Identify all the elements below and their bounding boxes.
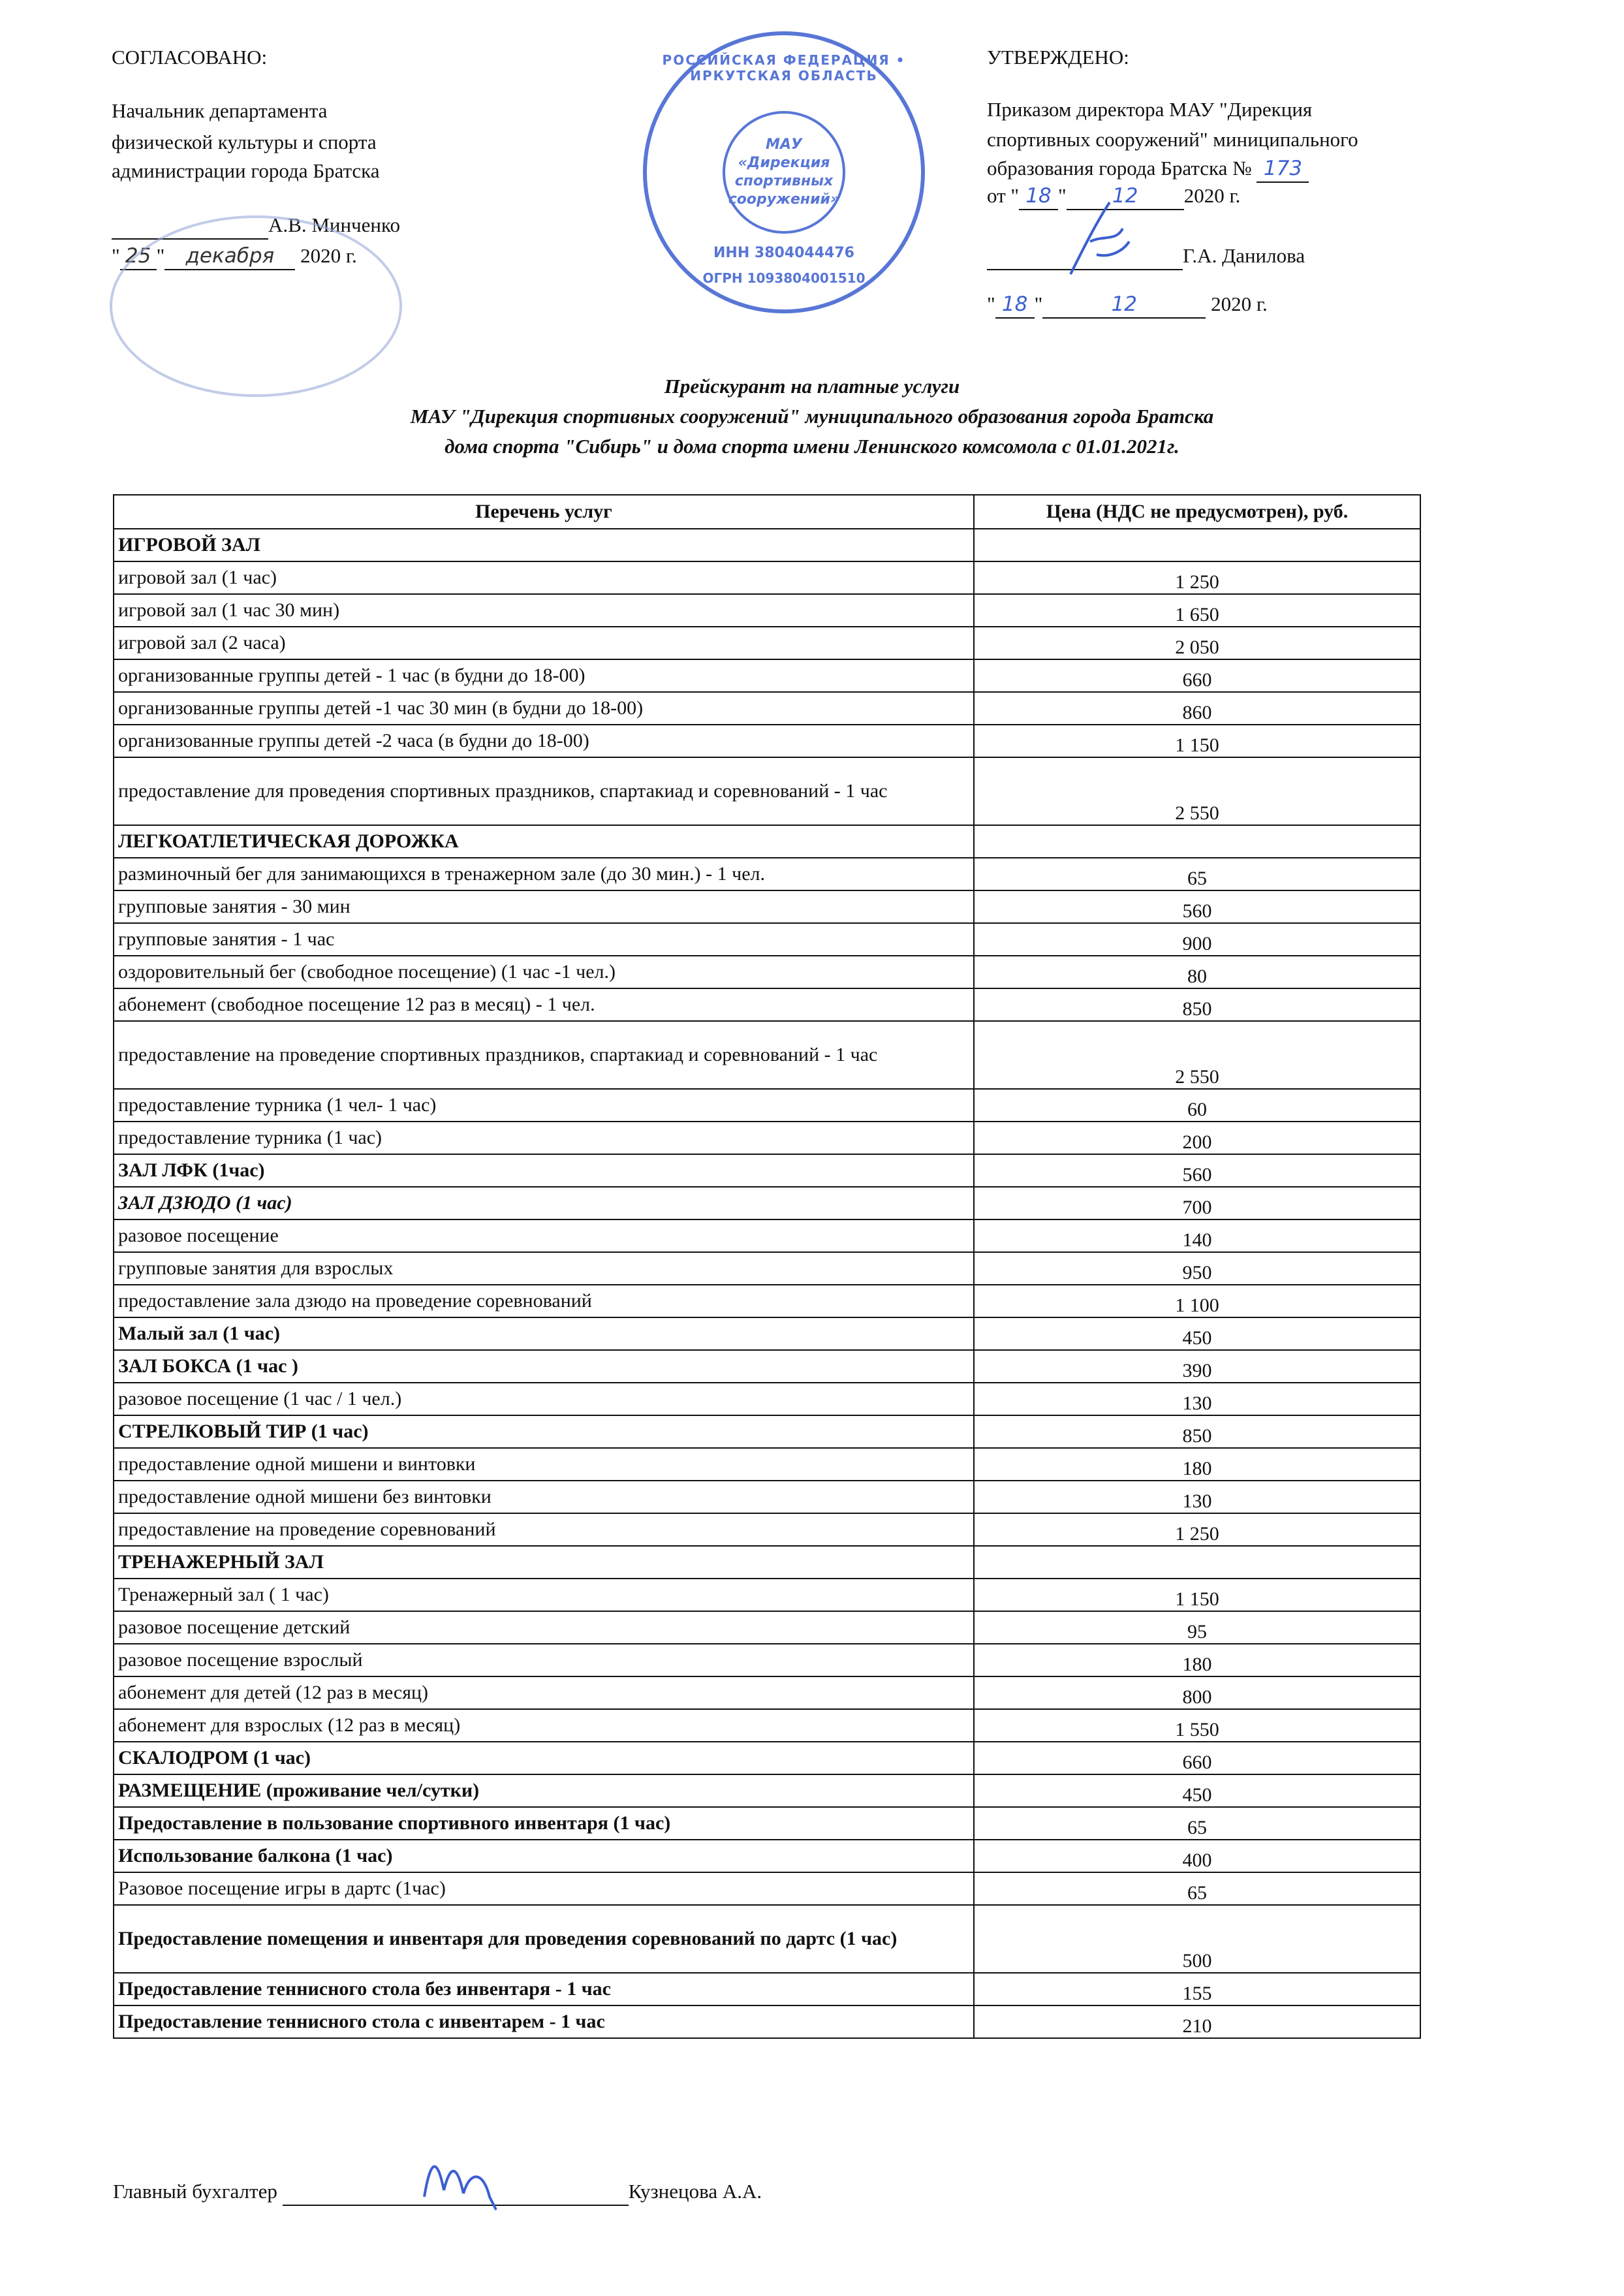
agreed-heading: СОГЛАСОВАНО: — [112, 46, 268, 69]
service-price: 65 — [974, 1872, 1420, 1905]
service-name: ЗАЛ ЛФК (1час) — [114, 1154, 974, 1187]
service-price: 180 — [974, 1644, 1420, 1676]
service-name: абонемент для детей (12 раз в месяц) — [114, 1676, 974, 1709]
service-name: предоставление зала дзюдо на проведение соревнований — [114, 1285, 974, 1317]
service-name: предоставление одной мишени без винтовки — [114, 1481, 974, 1513]
stamp-center-text: МАУ «Дирекция спортивных сооружений» — [728, 136, 840, 208]
service-price — [974, 825, 1420, 858]
service-name: разовое посещение детский — [114, 1611, 974, 1644]
table-row — [114, 1317, 1420, 1350]
service-name: Использование балкона (1 час) — [114, 1840, 974, 1872]
service-name: Тренажерный зал ( 1 час) — [114, 1579, 974, 1611]
table-row — [114, 561, 1420, 594]
agreed-date: " 25 " декабря 2020 г. — [112, 243, 357, 270]
service-name: игровой зал (1 час 30 мин) — [114, 594, 974, 627]
service-price: 560 — [974, 890, 1420, 923]
service-price: 560 — [974, 1154, 1420, 1187]
approved-line-3: образования города Братска № 173 — [987, 155, 1309, 183]
price-table — [113, 494, 1421, 2039]
table-row — [114, 1448, 1420, 1481]
table-row — [114, 1481, 1420, 1513]
price-table-body — [114, 529, 1420, 2038]
service-price: 65 — [974, 858, 1420, 890]
service-name: ИГРОВОЙ ЗАЛ — [114, 529, 974, 561]
table-row — [114, 659, 1420, 692]
service-price: 500 — [974, 1905, 1420, 1973]
service-name: Малый зал (1 час) — [114, 1317, 974, 1350]
service-price: 200 — [974, 1122, 1420, 1154]
table-row — [114, 594, 1420, 627]
service-name: оздоровительный бег (свободное посещение) (1 час -1 чел.) — [114, 956, 974, 988]
service-name: разовое посещение — [114, 1219, 974, 1252]
service-price: 180 — [974, 1448, 1420, 1481]
table-row — [114, 1122, 1420, 1154]
accountant-signature — [418, 2145, 509, 2216]
table-row — [114, 1579, 1420, 1611]
service-name: разовое посещение взрослый — [114, 1644, 974, 1676]
service-price: 2 550 — [974, 1021, 1420, 1089]
approved-heading: УТВЕРЖДЕНО: — [987, 46, 1129, 69]
service-name: групповые занятия для взрослых — [114, 1252, 974, 1285]
service-price — [974, 529, 1420, 561]
service-name: Предоставление теннисного стола без инвентаря - 1 час — [114, 1973, 974, 2005]
table-row — [114, 1774, 1420, 1807]
agreed-signer: А.В. Минченко — [268, 213, 400, 236]
service-price: 860 — [974, 692, 1420, 725]
service-price: 850 — [974, 1415, 1420, 1448]
approved-date2-month: 12 — [1042, 291, 1206, 319]
table-row — [114, 2005, 1420, 2038]
table-row — [114, 1252, 1420, 1285]
table-row — [114, 1872, 1420, 1905]
service-name: предоставление одной мишени и винтовки — [114, 1448, 974, 1481]
table-row — [114, 1187, 1420, 1219]
service-name: Предоставление помещения и инвентаря для проведения соревнований по дартс (1 час) — [114, 1905, 974, 1973]
table-row — [114, 1021, 1420, 1089]
service-price: 900 — [974, 923, 1420, 956]
table-row — [114, 988, 1420, 1021]
service-price: 390 — [974, 1350, 1420, 1383]
column-header-service: Перечень услуг — [114, 495, 974, 529]
approved-signer: Г.А. Данилова — [1183, 244, 1305, 267]
service-price: 2 550 — [974, 757, 1420, 825]
service-price: 660 — [974, 659, 1420, 692]
approved-line-4: от " 18 " 12 2020 г. — [987, 183, 1240, 210]
table-row — [114, 1219, 1420, 1252]
footer-label: Главный бухгалтер — [113, 2180, 277, 2203]
service-name: ТРЕНАЖЕРНЫЙ ЗАЛ — [114, 1546, 974, 1579]
left-stamp — [110, 215, 402, 397]
table-row — [114, 1513, 1420, 1546]
table-row — [114, 1415, 1420, 1448]
service-price: 130 — [974, 1481, 1420, 1513]
table-row — [114, 692, 1420, 725]
footer-signer: Кузнецова А.А. — [628, 2180, 762, 2203]
service-price: 450 — [974, 1774, 1420, 1807]
table-row — [114, 529, 1420, 561]
service-name: предоставление турника (1 чел- 1 час) — [114, 1089, 974, 1122]
service-name: организованные группы детей -1 час 30 мин (в будни до 18-00) — [114, 692, 974, 725]
service-name: игровой зал (2 часа) — [114, 627, 974, 659]
service-price: 660 — [974, 1742, 1420, 1774]
table-row — [114, 1089, 1420, 1122]
stamp-inn: ИНН 3804044476 — [713, 245, 854, 261]
order-number: 173 — [1257, 155, 1309, 183]
service-price: 400 — [974, 1840, 1420, 1872]
stamp-ogrn: ОГРН 1093804001510 — [702, 270, 866, 286]
service-name: абонемент для взрослых (12 раз в месяц) — [114, 1709, 974, 1742]
table-row — [114, 1905, 1420, 1973]
table-row — [114, 1383, 1420, 1415]
service-name: абонемент (свободное посещение 12 раз в месяц) - 1 чел. — [114, 988, 974, 1021]
table-row — [114, 1840, 1420, 1872]
approved-line-2: спортивных сооружений" миниципального — [987, 128, 1358, 151]
table-row — [114, 825, 1420, 858]
agreed-date-day: 25 — [120, 243, 157, 270]
service-price: 1 250 — [974, 561, 1420, 594]
service-name: разовое посещение (1 час / 1 чел.) — [114, 1383, 974, 1415]
service-price: 2 050 — [974, 627, 1420, 659]
title-line-1: Прейскурант на платные услуги — [664, 375, 960, 398]
service-name: организованные группы детей - 1 час (в будни до 18-00) — [114, 659, 974, 692]
service-name: предоставление для проведения спортивных праздников, спартакиад и соревнований - 1 час — [114, 757, 974, 825]
service-name: разминочный бег для занимающихся в тренажерном зале (до 30 мин.) - 1 чел. — [114, 858, 974, 890]
service-price: 130 — [974, 1383, 1420, 1415]
service-name: групповые занятия - 30 мин — [114, 890, 974, 923]
table-row — [114, 1709, 1420, 1742]
table-row — [114, 956, 1420, 988]
service-name: Предоставление теннисного стола с инвентарем - 1 час — [114, 2005, 974, 2038]
service-price: 80 — [974, 956, 1420, 988]
service-name: предоставление на проведение соревнований — [114, 1513, 974, 1546]
agreed-line-3: администрации города Братска — [112, 159, 380, 182]
service-name: РАЗМЕЩЕНИЕ (проживание чел/сутки) — [114, 1774, 974, 1807]
service-price: 95 — [974, 1611, 1420, 1644]
column-header-price: Цена (НДС не предусмотрен), руб. — [974, 495, 1420, 529]
service-price: 210 — [974, 2005, 1420, 2038]
agreed-date-month: декабря — [164, 243, 295, 270]
agreed-line-2: физической культуры и спорта — [112, 131, 377, 153]
table-row — [114, 757, 1420, 825]
table-row — [114, 1611, 1420, 1644]
table-row — [114, 627, 1420, 659]
table-row — [114, 923, 1420, 956]
service-price: 950 — [974, 1252, 1420, 1285]
service-name: ЗАЛ БОКСА (1 час ) — [114, 1350, 974, 1383]
service-price: 140 — [974, 1219, 1420, 1252]
approved-date-2: " 18 " 12 2020 г. — [987, 291, 1268, 319]
service-name: СКАЛОДРОМ (1 час) — [114, 1742, 974, 1774]
approved-line-1: Приказом директора МАУ "Дирекция — [987, 98, 1313, 121]
service-price: 65 — [974, 1807, 1420, 1840]
table-row — [114, 1546, 1420, 1579]
title-line-2: МАУ "Дирекция спортивных сооружений" муниципального образования города Братска — [410, 405, 1214, 428]
director-signature — [1057, 196, 1136, 281]
service-price: 700 — [974, 1187, 1420, 1219]
service-name: предоставление на проведение спортивных праздников, спартакиад и соревнований - 1 час — [114, 1021, 974, 1089]
title-line-3: дома спорта "Сибирь" и дома спорта имени Ленинского комсомола с 01.01.2021г. — [445, 435, 1179, 458]
table-header-row — [114, 495, 1420, 529]
table-row — [114, 1154, 1420, 1187]
service-price: 1 250 — [974, 1513, 1420, 1546]
table-row — [114, 1350, 1420, 1383]
organization-stamp: РОССИЙСКАЯ ФЕДЕРАЦИЯ • ИРКУТСКАЯ ОБЛАСТЬ МАУ «Дирекция спортивных сооружений» ИНН 3804044476 ОГРН 1093804001510 — [643, 31, 925, 313]
approved-date-month: 12 — [1067, 183, 1184, 210]
service-name: организованные группы детей -2 часа (в будни до 18-00) — [114, 725, 974, 757]
table-row — [114, 1973, 1420, 2005]
service-price: 800 — [974, 1676, 1420, 1709]
approved-date2-day: 18 — [995, 291, 1035, 319]
service-price: 1 650 — [974, 594, 1420, 627]
table-row — [114, 725, 1420, 757]
service-name: ЗАЛ ДЗЮДО (1 час) — [114, 1187, 974, 1219]
service-name: игровой зал (1 час) — [114, 561, 974, 594]
service-name: СТРЕЛКОВЫЙ ТИР (1 час) — [114, 1415, 974, 1448]
service-price: 1 550 — [974, 1709, 1420, 1742]
service-price: 450 — [974, 1317, 1420, 1350]
table-row — [114, 1285, 1420, 1317]
agreed-line-1: Начальник департамента — [112, 99, 328, 122]
table-row — [114, 1807, 1420, 1840]
table-row — [114, 858, 1420, 890]
service-price: 1 150 — [974, 1579, 1420, 1611]
service-price: 850 — [974, 988, 1420, 1021]
service-price — [974, 1546, 1420, 1579]
service-price: 1 150 — [974, 725, 1420, 757]
service-price: 60 — [974, 1089, 1420, 1122]
table-row — [114, 1644, 1420, 1676]
approved-signer-line — [987, 243, 1305, 270]
agreed-date-year: 2020 г. — [300, 244, 357, 267]
table-row — [114, 1676, 1420, 1709]
service-name: групповые занятия - 1 час — [114, 923, 974, 956]
service-name: предоставление турника (1 час) — [114, 1122, 974, 1154]
table-row — [114, 1742, 1420, 1774]
service-name: ЛЕГКОАТЛЕТИЧЕСКАЯ ДОРОЖКА — [114, 825, 974, 858]
service-name: Разовое посещение игры в дартс (1час) — [114, 1872, 974, 1905]
service-price: 155 — [974, 1973, 1420, 2005]
table-row — [114, 890, 1420, 923]
service-price: 1 100 — [974, 1285, 1420, 1317]
service-name: Предоставление в пользование спортивного инвентаря (1 час) — [114, 1807, 974, 1840]
approved-date-day: 18 — [1019, 183, 1058, 210]
